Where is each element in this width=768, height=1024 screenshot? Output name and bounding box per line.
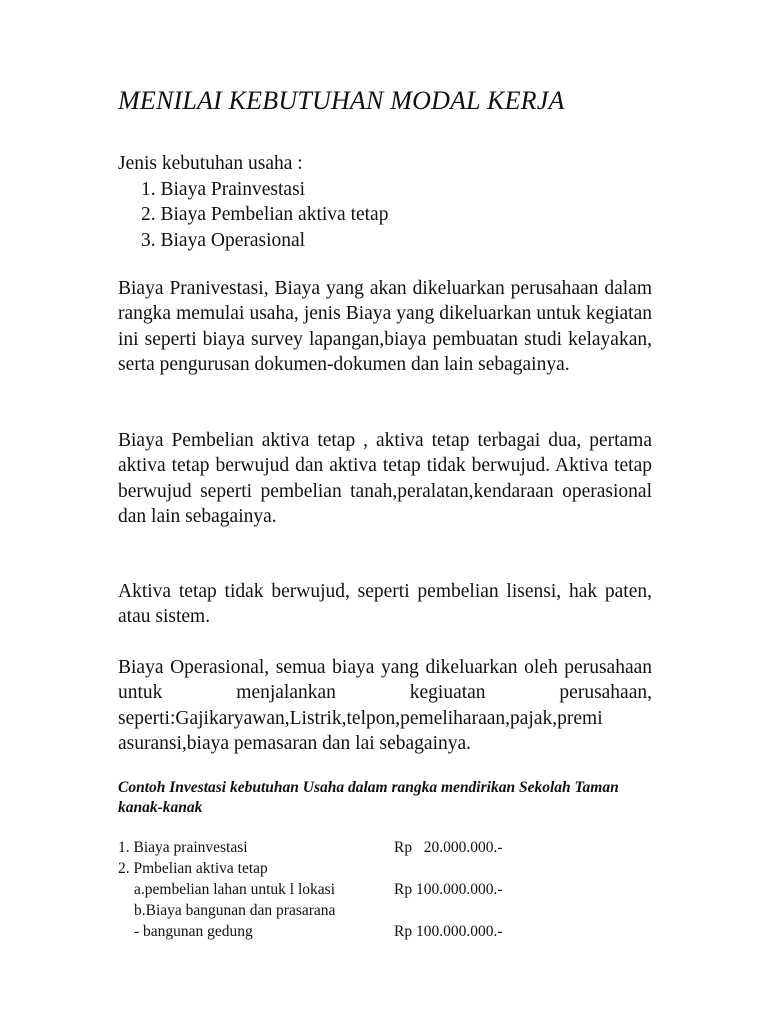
cost-amount: Rp 20.000.000.- xyxy=(394,839,503,856)
list-item: 2. Biaya Pembelian aktiva tetap xyxy=(141,204,389,225)
cost-label: b.Biaya bangunan dan prasarana xyxy=(134,902,336,919)
cost-label: - bangunan gedung xyxy=(134,923,253,940)
cost-label: 2. Pmbelian aktiva tetap xyxy=(118,860,268,877)
cost-amount: Rp 100.000.000.- xyxy=(394,923,503,940)
list-item: 1. Biaya Prainvestasi xyxy=(141,178,306,200)
example-heading: Contoh Investasi kebutuhan Usaha dalam rangka mendirikan Sekolah Taman kanak-kanak xyxy=(118,779,619,816)
business-needs-lead: Jenis kebutuhan usaha : xyxy=(118,153,303,174)
cost-label: 1. Biaya prainvestasi xyxy=(118,839,248,856)
page-title: MENILAI KEBUTUHAN MODAL KERJA xyxy=(118,86,565,115)
business-needs-section xyxy=(118,151,388,253)
business-needs-list xyxy=(118,177,388,254)
cost-amount: Rp 100.000.000.- xyxy=(394,881,503,898)
paragraph-fixed-assets: Biaya Pembelian aktiva tetap , aktiva tetap terbagai dua, pertama aktiva tetap berwujud dan aktiva tetap tidak berwujud. Aktiva tetap berwujud seperti pembelian tanah,peralatan,kendaraan operasional dan lain sebagainya. xyxy=(118,430,652,527)
list-item: 3. Biaya Operasional xyxy=(141,229,306,251)
cost-label: a.pembelian lahan untuk l lokasi xyxy=(134,881,336,898)
paragraph-preinvestment: Biaya Pranivestasi, Biaya yang akan dikeluarkan perusahaan dalam rangka memulai usaha, jenis Biaya yang dikeluarkan untuk kegiatan ini seperti biaya survey lapangan,biaya pembuatan studi kelayakan, serta pengurusan dokumen-dokumen dan lain sebagainya. xyxy=(118,278,652,375)
paragraph-intangible-assets: Aktiva tetap tidak berwujud, seperti pembelian lisensi, hak paten, atau sistem. xyxy=(118,581,652,628)
paragraph-operational: Biaya Operasional, semua biaya yang dikeluarkan oleh perusahaan untuk menjalankan kegiuatan perusahaan, seperti:Gajikaryawan,Listrik,telpon,pemeliharaan,pajak,premi asuransi,biaya pemasaran dan lai sebagainya. xyxy=(118,657,652,754)
